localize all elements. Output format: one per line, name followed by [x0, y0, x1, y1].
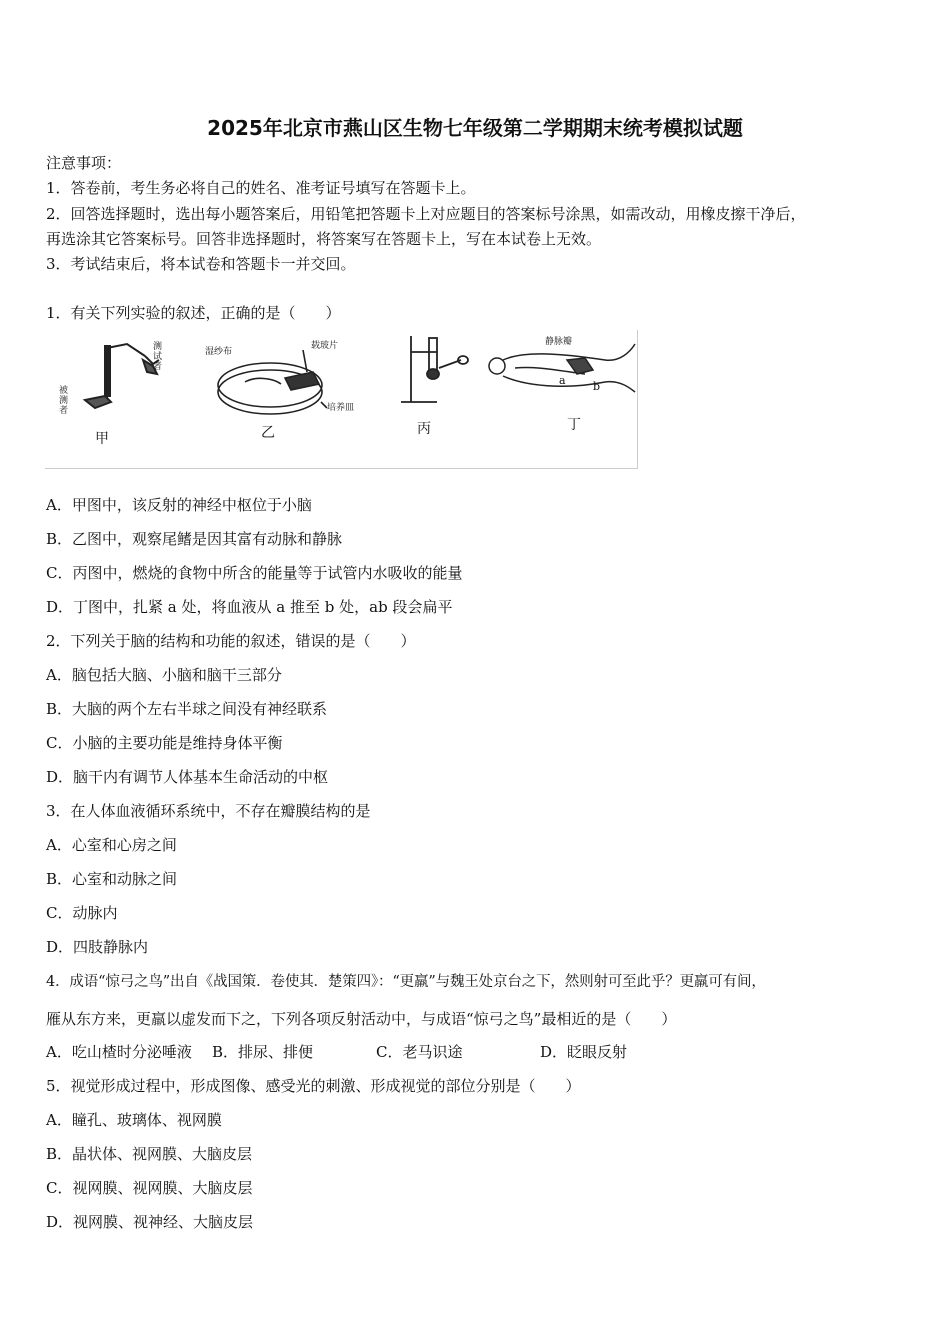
question-5-option-d: D．视网膜、视神经、大脑皮层: [46, 1213, 254, 1231]
question-3-option-c: C．动脉内: [46, 904, 118, 922]
figure-jia-drawing: [85, 344, 159, 408]
experiment-figure: [45, 330, 638, 469]
figure-label-bing: 丙: [417, 421, 431, 437]
question-4-stem-continued: 雁从东方来，更羸以虚发而下之，下列各项反射活动中，与成语“惊弓之鸟”最相近的是（ ）: [46, 1010, 677, 1028]
figure-label-ding: 丁: [567, 417, 581, 433]
notice-item: 再选涂其它答案标号。回答非选择题时，将答案写在答题卡上，写在本试卷上无效。: [46, 230, 602, 248]
label-petri-dish: 培养皿: [327, 403, 355, 413]
question-4-option-d: D．眨眼反射: [540, 1043, 628, 1061]
question-1-option-a: A．甲图中，该反射的神经中枢位于小脑: [46, 496, 312, 514]
figure-yi-drawing: [218, 350, 327, 414]
question-5-stem: 5．视觉形成过程中，形成图像、感受光的刺激、形成视觉的部位分别是（ ）: [46, 1077, 581, 1095]
page-title: 2025年北京市燕山区生物七年级第二学期期末统考模拟试题: [207, 116, 743, 140]
question-3-option-b: B．心室和动脉之间: [46, 870, 178, 888]
question-1-option-d: D．丁图中，扎紧 a 处，将血液从 a 推至 b 处，ab 段会扁平: [46, 598, 453, 616]
question-2-option-a: A．脑包括大脑、小脑和脑干三部分: [46, 666, 282, 684]
question-2-option-c: C．小脑的主要功能是维持身体平衡: [46, 734, 283, 752]
question-2-option-d: D．脑干内有调节人体基本生命活动的中枢: [46, 768, 329, 786]
question-1-option-b: B．乙图中，观察尾鳍是因其富有动脉和静脉: [46, 530, 343, 548]
figure-bing-drawing: [401, 336, 468, 402]
question-5-option-a: A．瞳孔、玻璃体、视网膜: [46, 1111, 222, 1129]
question-5-option-c: C．视网膜、视网膜、大脑皮层: [46, 1179, 253, 1197]
question-3-stem: 3．在人体血液循环系统中，不存在瓣膜结构的是: [46, 802, 371, 820]
question-4-option-b: B．排尿、排便: [212, 1043, 314, 1061]
question-2-option-b: B．大脑的两个左右半球之间没有神经联系: [46, 700, 328, 718]
label-point-b: b: [593, 380, 601, 393]
label-subject: 被测者: [59, 386, 69, 416]
label-wet-gauze: 湿纱布: [205, 347, 233, 357]
question-3-option-a: A．心室和心房之间: [46, 836, 177, 854]
experiment-illustration: [45, 330, 637, 468]
question-1-option-c: C．丙图中，燃烧的食物中所含的能量等于试管内水吸收的能量: [46, 564, 463, 582]
question-1-stem: 1．有关下列实验的叙述，正确的是（ ）: [46, 304, 341, 322]
notice-item: 3．考试结束后，将本试卷和答题卡一并交回。: [46, 255, 356, 273]
notice-heading: 注意事项：: [46, 154, 122, 172]
question-2-stem: 2．下列关于脑的结构和功能的叙述，错误的是（ ）: [46, 632, 416, 650]
figure-label-jia: 甲: [95, 431, 109, 447]
figure-label-yi: 乙: [261, 425, 275, 441]
question-5-option-b: B．晶状体、视网膜、大脑皮层: [46, 1145, 253, 1163]
question-3-option-d: D．四肢静脉内: [46, 938, 149, 956]
question-4-option-c: C．老马识途: [376, 1043, 463, 1061]
notice-item: 1．答卷前，考生务必将自己的姓名、准考证号填写在答题卡上。: [46, 179, 476, 197]
label-tester: 测试者: [153, 342, 163, 372]
question-4-stem: 4．成语“惊弓之鸟”出自《战国策．卷使其．楚策四》：“更羸”与魏王处京台之下，然则射可至此乎？更羸可有间，: [46, 974, 766, 990]
label-point-a: a: [559, 374, 566, 387]
label-glass-slide: 载玻片: [311, 341, 339, 351]
label-venous-valve: 静脉瓣: [545, 337, 573, 347]
notice-item: 2．回答选择题时，选出每小题答案后，用铅笔把答题卡上对应题目的答案标号涂黑，如需改动，用橡皮擦干净后，: [46, 205, 806, 223]
question-4-option-a: A．吃山楂时分泌唾液: [46, 1043, 192, 1061]
